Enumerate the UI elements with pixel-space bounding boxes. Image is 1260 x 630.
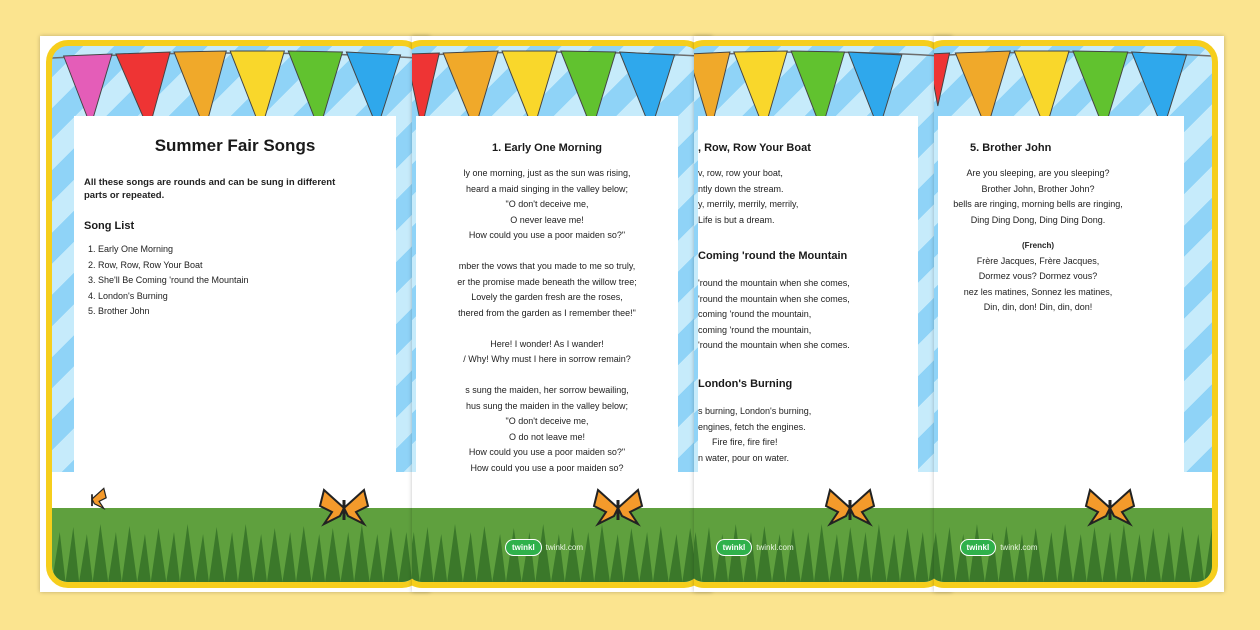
lyric-line: v, row, row your boat, bbox=[698, 168, 783, 178]
lyric-line: O do not leave me! bbox=[508, 431, 586, 442]
lyric-line: Ding Ding Dong, Ding Ding Dong. bbox=[970, 214, 1106, 225]
lyric-line: O never leave me! bbox=[510, 214, 584, 225]
song-title: 1. Early One Morning bbox=[491, 142, 603, 154]
lyric-line: / Why! Why must I here in sorrow remain? bbox=[463, 354, 631, 364]
lyric-line: coming 'round the mountain, bbox=[698, 324, 812, 335]
sheet-frame bbox=[46, 40, 424, 588]
butterfly-icon bbox=[824, 486, 876, 530]
lyric-line: hus sung the maiden in the valley below; bbox=[465, 400, 629, 411]
lyric-line: Fire fire, fire fire! bbox=[712, 437, 778, 447]
song-lyrics bbox=[698, 276, 850, 354]
song-list bbox=[84, 242, 249, 320]
song-title: , Row, Row Your Boat bbox=[698, 142, 811, 154]
song-list-item: 4. London's Burning bbox=[98, 289, 249, 305]
logo-brand: twinkl bbox=[716, 539, 753, 556]
sheet-frame bbox=[934, 40, 1218, 588]
twinkl-logo bbox=[505, 539, 583, 556]
logo-brand: twinkl bbox=[960, 539, 997, 556]
lyric-line: bells are ringing, morning bells are ringing, bbox=[953, 199, 1123, 209]
logo-brand: twinkl bbox=[505, 539, 542, 556]
butterfly-icon bbox=[318, 486, 370, 530]
lyric-line: Frère Jacques, Frère Jacques, bbox=[976, 255, 1100, 266]
logo-site: twinkl.com bbox=[756, 543, 794, 552]
lyric-line: 'round the mountain when she comes, bbox=[698, 278, 850, 288]
content-panel bbox=[698, 116, 918, 486]
lyric-line: n water, pour on water. bbox=[698, 452, 790, 463]
lyric-line: "O don't deceive me, bbox=[505, 416, 589, 426]
lyric-line: nez les matines, Sonnez les matines, bbox=[963, 286, 1113, 297]
intro-text: All these songs are rounds and can be sung in different parts or repeated. bbox=[84, 177, 336, 201]
sheet-song-list bbox=[40, 36, 430, 592]
lyric-line: How could you use a poor maiden so?" bbox=[468, 230, 626, 240]
lyric-line: s burning, London's burning, bbox=[698, 406, 812, 416]
logo-site: twinkl.com bbox=[1000, 543, 1038, 552]
lyric-line: 'round the mountain when she comes, bbox=[698, 293, 850, 304]
butterfly-icon bbox=[76, 486, 108, 512]
lyric-line: Dormez vous? Dormez vous? bbox=[978, 271, 1098, 281]
lyric-line: Are you sleeping, are you sleeping? bbox=[966, 168, 1110, 178]
grass-decoration bbox=[694, 472, 940, 582]
lyric-line: er the promise made beneath the willow tree; bbox=[457, 276, 637, 287]
song-list-item: 2. Row, Row, Row Your Boat bbox=[98, 258, 249, 274]
lyric-line: Lovely the garden fresh are the roses, bbox=[471, 292, 623, 302]
grass-decoration bbox=[412, 472, 700, 582]
lyric-line: mber the vows that you made to me so truly, bbox=[458, 261, 636, 271]
lyric-line: heard a maid singing in the valley below; bbox=[465, 183, 629, 194]
sheet-brother-john bbox=[934, 36, 1224, 592]
twinkl-logo bbox=[960, 539, 1038, 556]
logo-site: twinkl.com bbox=[545, 543, 584, 552]
lyric-line: ntly down the stream. bbox=[698, 183, 784, 194]
song-list-item: 5. Brother John bbox=[98, 304, 249, 320]
lyric-line: coming 'round the mountain, bbox=[698, 309, 812, 319]
lyric-line: engines, fetch the engines. bbox=[698, 421, 806, 432]
song-title: London's Burning bbox=[698, 378, 793, 390]
lyric-line: thered from the garden as I remember thee!" bbox=[458, 307, 636, 318]
lyric-line: How could you use a poor maiden so? bbox=[470, 462, 624, 473]
grass-decoration bbox=[934, 472, 1212, 582]
song-lyrics bbox=[416, 166, 678, 476]
lyric-line: Din, din, don! Din, din, don! bbox=[983, 302, 1093, 312]
song-title: Coming 'round the Mountain bbox=[698, 250, 848, 262]
sheet-row-row-row bbox=[694, 36, 952, 592]
sheet-frame bbox=[412, 40, 706, 588]
twinkl-logo bbox=[716, 539, 794, 556]
content-panel bbox=[74, 116, 396, 486]
french-label: (French) bbox=[1022, 241, 1054, 250]
butterfly-icon bbox=[1084, 486, 1136, 530]
song-list-item: 3. She'll Be Coming 'round the Mountain bbox=[98, 273, 249, 289]
sheet-early-one-morning bbox=[412, 36, 712, 592]
lyric-line: y, merrily, merrily, merrily, bbox=[698, 199, 799, 209]
lyric-line: "O don't deceive me, bbox=[505, 199, 589, 209]
content-panel bbox=[938, 116, 1184, 486]
lyric-line: ly one morning, just as the sun was rising, bbox=[463, 168, 631, 178]
lyric-line: How could you use a poor maiden so?" bbox=[468, 447, 626, 457]
page-title: Summer Fair Songs bbox=[154, 136, 316, 155]
song-lyrics bbox=[698, 166, 798, 228]
song-list-heading: Song List bbox=[84, 220, 135, 232]
song-title: 5. Brother John bbox=[970, 142, 1052, 154]
song-lyrics bbox=[938, 166, 1138, 316]
butterfly-icon bbox=[592, 486, 644, 530]
content-panel bbox=[416, 116, 678, 486]
lyric-line: Life is but a dream. bbox=[698, 214, 775, 225]
lyric-line: s sung the maiden, her sorrow bewailing, bbox=[465, 385, 629, 395]
lyric-line: Brother John, Brother John? bbox=[981, 183, 1095, 194]
lyric-line: Here! I wonder! As I wander! bbox=[490, 338, 604, 349]
song-list-item: 1. Early One Morning bbox=[98, 242, 249, 258]
sheet-frame bbox=[694, 40, 946, 588]
song-lyrics bbox=[698, 404, 811, 466]
lyric-line: 'round the mountain when she comes. bbox=[698, 340, 850, 350]
